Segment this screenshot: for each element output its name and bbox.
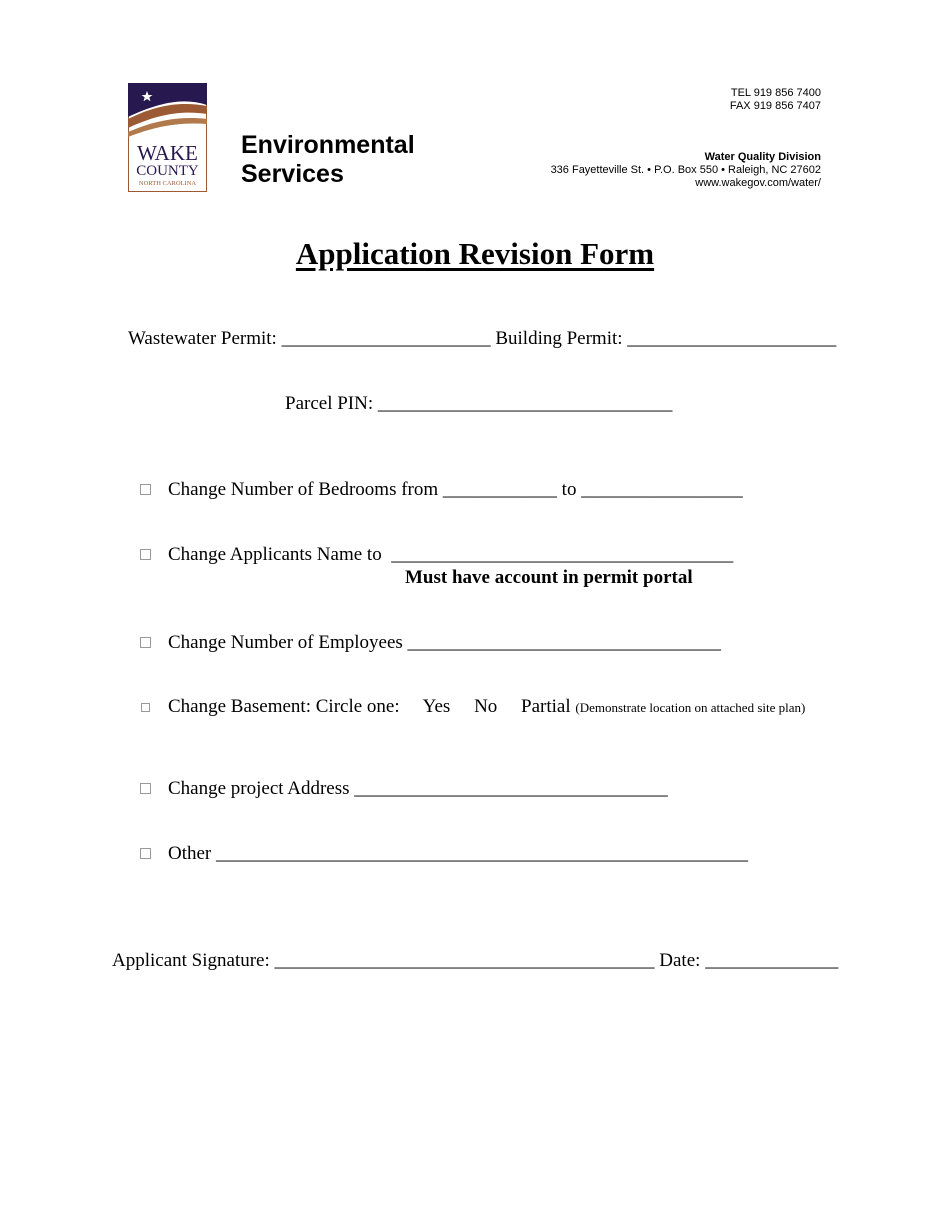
permit-numbers-row: [128, 328, 836, 350]
parcel-pin-row: [285, 393, 672, 415]
website-url: www.wakegov.com/water/: [695, 177, 821, 189]
employees-item-text: Change Number of Employees _________________________________: [168, 632, 722, 653]
logo-graphic: [128, 83, 207, 192]
date-label: Date:: [654, 950, 706, 971]
department-line-1: Environmental: [241, 131, 415, 159]
project-address-checkbox[interactable]: [140, 783, 151, 794]
applicant-name-item-text: Change Applicants Name to ____________________________________: [168, 544, 734, 565]
wake-county-logo: [128, 83, 207, 192]
building-permit-label: Building Permit:: [490, 328, 628, 349]
basement-site-plan-note: (Demonstrate location on attached site plan): [575, 700, 806, 715]
basement-checkbox[interactable]: [141, 703, 150, 712]
department-name: [241, 131, 415, 189]
form-title: Application Revision Form: [295, 236, 655, 271]
signature-row: [112, 950, 838, 972]
signature-label: Applicant Signature:: [112, 950, 275, 971]
project-address-item-text: Change project Address _________________________________: [168, 778, 668, 799]
mailing-address: 336 Fayetteville St. • P.O. Box 550 • Raleigh, NC 27602: [550, 164, 821, 176]
fax-number: FAX 919 856 7407: [729, 100, 821, 112]
parcel-pin-label: Parcel PIN:: [285, 393, 378, 414]
logo-county-text: COUNTY: [136, 163, 199, 179]
applicant-name-checkbox[interactable]: [140, 549, 151, 560]
wastewater-permit-label: Wastewater Permit:: [128, 328, 282, 349]
basement-item-text: Change Basement: Circle one: Yes No Partial: [168, 696, 576, 717]
date-field[interactable]: ______________: [705, 950, 839, 971]
department-line-2: Services: [241, 160, 344, 188]
wastewater-permit-field[interactable]: ______________________: [281, 328, 491, 349]
bedrooms-checkbox[interactable]: [140, 484, 151, 495]
other-item-text: Other ________________________________________________________: [168, 843, 749, 864]
logo-state-text: NORTH CAROLINA: [138, 180, 197, 187]
basement-item-row: [168, 696, 805, 719]
signature-field[interactable]: ________________________________________: [274, 950, 655, 971]
permit-portal-note: Must have account in permit portal: [405, 567, 693, 588]
telephone-number: TEL 919 856 7400: [730, 87, 821, 99]
employees-checkbox[interactable]: [140, 637, 151, 648]
other-checkbox[interactable]: [140, 848, 151, 859]
parcel-pin-field[interactable]: _______________________________: [377, 393, 673, 414]
logo-wake-text: WAKE: [137, 141, 198, 165]
bedrooms-item-text: Change Number of Bedrooms from ____________ to _________________: [168, 479, 743, 500]
division-name: Water Quality Division: [704, 151, 821, 163]
building-permit-field[interactable]: ______________________: [627, 328, 837, 349]
